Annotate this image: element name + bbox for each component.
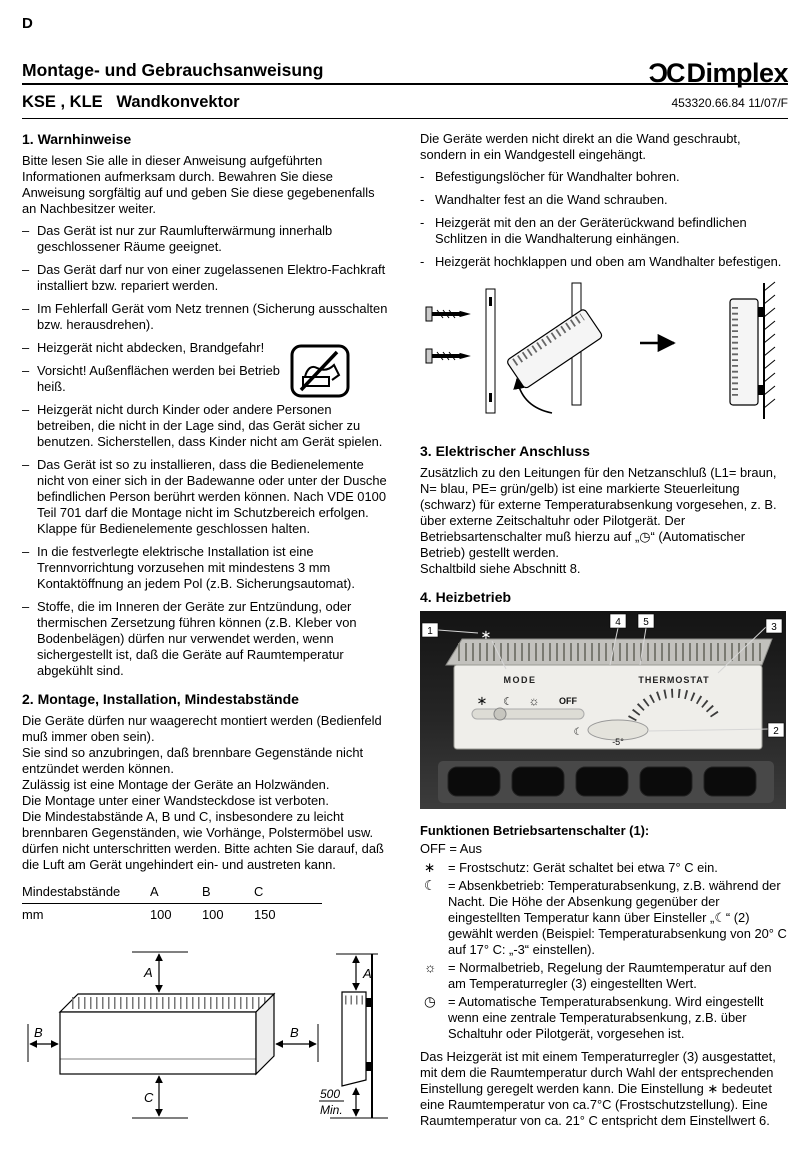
dim-label-a-side: A [363, 966, 372, 981]
warning-items-narrow [22, 340, 290, 402]
mode-description [420, 960, 788, 992]
header-row-1 [22, 58, 788, 88]
warning-text: Im Fehlerfall Gerät vom Netz trennen (Sicherung ausschalten bzw. herausdrehen). [37, 301, 388, 332]
section-2-heading: 2. Montage, Installation, Mindestabstände [22, 691, 299, 707]
mode-text: = Frostschutz: Gerät schaltet bei etwa 7° C ein. [448, 860, 718, 875]
list-dash: – [22, 599, 30, 614]
mounting-step [420, 254, 788, 270]
list-dash: – [22, 402, 30, 417]
panel-frost-icon: ∗ [476, 693, 488, 708]
warning-text: Das Gerät ist so zu installieren, dass die Bedienelemente nicht von einer sich in der Badewanne oder unter der Dusche befindlichen Person berührt werden können. Nach VDE 0100 Teil 701 darf die Montage nicht im Schutzbereich erfolgen. Klappe für Bedienelemente geschlossen halten. [37, 457, 387, 536]
warning-text: Das Gerät ist nur zur Raumlufterwärmung innerhalb geschlossener Räume geeignet. [37, 223, 333, 254]
warning-item [22, 340, 290, 356]
mode-slider[interactable] [472, 709, 584, 719]
montage-paragraph: Zulässig ist eine Montage der Geräte an Holzwänden. [22, 777, 330, 792]
list-dash: - [420, 169, 425, 184]
mode-text: = Normalbetrieb, Regelung der Raumtemperatur auf den am Temperaturregler (3) eingestellten Wert. [448, 960, 772, 991]
list-dash: – [22, 262, 30, 277]
two-column-layout [22, 131, 788, 1135]
table-header-cell: A [150, 884, 159, 899]
section-4-heading: 4. Heizbetrieb [420, 589, 512, 605]
table-cell: 100 [150, 907, 172, 922]
min-distances-diagram [22, 932, 390, 1132]
list-dash: – [22, 340, 30, 355]
mode-text: = Automatische Temperaturabsenkung. Wird eingestellt wenn eine zentrale Temperaturabsenkung, z.B. über Schaltuhr oder Pilotgerät, vorgesehen ist. [448, 994, 764, 1041]
panel-moon-icon: ☾ [503, 696, 513, 708]
mounting-intro: Die Geräte werden nicht direkt an die Wand geschraubt, sondern in ein Wandgestell eingehängt. [420, 131, 741, 162]
warning-item [22, 301, 390, 333]
clock-icon: ◷ [424, 994, 436, 1009]
header-row-2 [22, 85, 788, 118]
dimplex-logo-text: Dimplex [686, 58, 788, 88]
dim-label-b-right: B [290, 1025, 299, 1040]
right-column [420, 131, 788, 1135]
mode-description [420, 860, 788, 876]
panel-mode-label: MODE [503, 675, 537, 685]
dim-label-a: A [144, 965, 153, 980]
tilted-heater [506, 308, 603, 389]
mounting-step-text: Heizgerät hochklappen und oben am Wandhalter befestigen. [435, 254, 782, 269]
table-cell: mm [22, 907, 44, 922]
montage-paragraph: Die Geräte dürfen nur waagerecht montiert werden (Bedienfeld muß immer oben sein). [22, 713, 382, 744]
photo-frost-icon: ∗ [480, 627, 492, 642]
moon-icon: ☾ [424, 878, 437, 893]
warn-intro: Bitte lesen Sie alle in dieser Anweisung aufgeführten Informationen aufmerksam durch. Bewahren Sie diese Anweisung sorgfältig auf und geben Sie diese gegebenenfalls an Nachbesitzer weiter. [22, 153, 375, 216]
mounting-step-text: Wandhalter fest an die Wand schrauben. [435, 192, 668, 207]
mounted-heater-view [730, 282, 775, 419]
warning-item [22, 544, 390, 592]
min-distance-unit: Min. [320, 1103, 343, 1117]
warning-text: Das Gerät darf nur von einer zugelassenen Elektro-Fachkraft installiert bzw. repariert werden. [37, 262, 386, 293]
panel-thermostat-label: THERMOSTAT [638, 675, 710, 685]
list-dash: - [420, 254, 425, 269]
product-title: KSE , KLE Wandkonvektor [22, 93, 240, 111]
list-dash: – [22, 301, 30, 316]
table-header-cell: B [202, 884, 211, 899]
list-dash: - [420, 215, 425, 230]
left-column [22, 131, 390, 1135]
control-panel-photo [420, 611, 788, 813]
list-dash: – [22, 223, 30, 238]
table-header-cell: C [254, 884, 264, 899]
document-number: 453320.66.84 11/07/F [671, 96, 788, 110]
warning-item [22, 363, 290, 395]
frost-icon: ∗ [424, 860, 436, 875]
min-distance-value: 500 [320, 1087, 341, 1101]
dial-moon-icon: ☾ [573, 727, 583, 738]
dimplex-logo [648, 58, 788, 88]
callout-5: 5 [643, 617, 649, 628]
warning-item [22, 599, 390, 679]
mode-description [420, 878, 788, 958]
warning-text: Vorsicht! Außenflächen werden bei Betrieb heiß. [37, 363, 280, 394]
panel-off-label: OFF [559, 696, 577, 706]
table-header-cell: Mindestabstände [22, 884, 121, 899]
list-dash: – [22, 457, 30, 472]
warning-items-with-icon [22, 340, 390, 402]
mounting-step-text: Heizgerät mit den an der Geräterückwand befindlichen Schlitzen in die Wandhalterung einhängen. [435, 215, 747, 246]
mounting-step [420, 215, 788, 247]
heating-closing: Das Heizgerät ist mit einem Temperaturregler (3) ausgestattet, mit dem die Raumtemperatur durch Wahl der entsprechenden Einstellung geregelt werden kann. Die Einstellung ∗ bedeutet eine Raumtemperatur von ca.7°C (Frostschutzstellung). Eine Raumtemperatur von ca. 21° C entspricht dem Einstellwert 6. [420, 1049, 776, 1128]
warning-item [22, 262, 390, 294]
montage-paragraph: Sie sind so anzubringen, daß brennbare Gegenstände nicht entzündet werden können. [22, 745, 364, 776]
list-dash: – [22, 544, 30, 559]
mounting-step [420, 169, 788, 185]
table-header-row [22, 883, 322, 904]
dimplex-logo-icon: ƆC [648, 58, 684, 88]
min-distances-table [22, 883, 322, 924]
callout-2: 2 [773, 726, 779, 737]
electric-note: Schaltbild siehe Abschnitt 8. [420, 561, 581, 576]
list-dash: - [420, 192, 425, 207]
section-1-heading: 1. Warnhinweise [22, 131, 132, 147]
warning-item [22, 402, 390, 450]
dim-label-b-left: B [34, 1025, 43, 1040]
warning-item [22, 457, 390, 537]
subheader-divider [22, 118, 788, 119]
callout-1: 1 [427, 626, 433, 637]
language-code: D [22, 15, 33, 32]
warning-text: Heizgerät nicht durch Kinder oder andere Personen betreiben, die nicht in der Lage sind, das Gerät sicher zu benutzen. Sicherstellen, dass Kinder nicht am Gerät spielen. [37, 402, 383, 449]
warning-text: Stoffe, die im Inneren der Geräte zur Entzündung, oder thermischen Zersetzung führen können (z.B. Kleber von Bodenbelägen) dürfen nur verwendet werden, wenn sichergestellt ist, daß die Geräte auf Raumtemperatur abgekühlt sind. [37, 599, 357, 678]
section-3-heading: 3. Elektrischer Anschluss [420, 443, 590, 459]
sun-icon: ☼ [424, 960, 437, 975]
table-cell: 150 [254, 907, 276, 922]
warning-text: Heizgerät nicht abdecken, Brandgefahr! [37, 340, 265, 355]
electric-body: Zusätzlich zu den Leitungen für den Netzanschluß (L1= braun, N= blau, PE= grün/gelb) ist eine markierte Steuerleitung (schwarz) für externe Temperaturabsenkung vorgesehen, z. B. über externe Zeitschaltuhr oder Pilotgerät. Der Betriebsartenschalter muß hierzu auf „◷“ (Automatischer Betrieb) gestellt werden. [420, 465, 777, 560]
mode-text: = Absenkbetrieb: Temperaturabsenkung, z.B. während der Nacht. Die Höhe der Absenkung gegenüber der eingestellten Temperatur kann über Einsteller „☾“ (2) gewählt werden (Beispiel: Temperaturabsenkung von 20° C auf 17° C: „-3“ einstellen). [448, 878, 787, 957]
warning-item [22, 223, 390, 255]
mounting-step-text: Befestigungslöcher für Wandhalter bohren. [435, 169, 680, 184]
document-title: Montage- und Gebrauchsanweisung [22, 60, 324, 80]
list-dash: – [22, 363, 30, 378]
panel-sun-icon: ☼ [528, 694, 540, 708]
wall-mounting-diagram [420, 277, 788, 431]
callout-4: 4 [615, 617, 621, 628]
montage-paragraph: Die Mindestabstände A, B und C, insbesondere zu leicht brennbaren Gegenständen, wie Vorhänge, Polstermöbel usw. dürfen nicht unterschritten werden. Bitte achten Sie darauf, daß die Luft am Gerät ungehindert ein- und austreten kann. [22, 809, 384, 872]
mounting-step [420, 192, 788, 208]
do-not-cover-icon [290, 340, 354, 402]
mode-description [420, 994, 788, 1042]
functions-title: Funktionen Betriebsartenschalter (1): [420, 823, 650, 838]
callout-3: 3 [771, 622, 777, 633]
off-description: OFF = Aus [420, 841, 482, 856]
table-cell: 100 [202, 907, 224, 922]
warning-text: In die festverlegte elektrische Installation ist eine Trennvorrichtung vorzusehen mit mindestens 3 mm Kontaktöffnung an jedem Pol (z.B. Sicherungsautomat). [37, 544, 355, 591]
table-data-row [22, 906, 322, 924]
screw-icon [426, 307, 469, 363]
montage-paragraph: Die Montage unter einer Wandsteckdose ist verboten. [22, 793, 329, 808]
dim-label-c: C [144, 1090, 154, 1105]
dial-value: -5° [612, 737, 624, 747]
